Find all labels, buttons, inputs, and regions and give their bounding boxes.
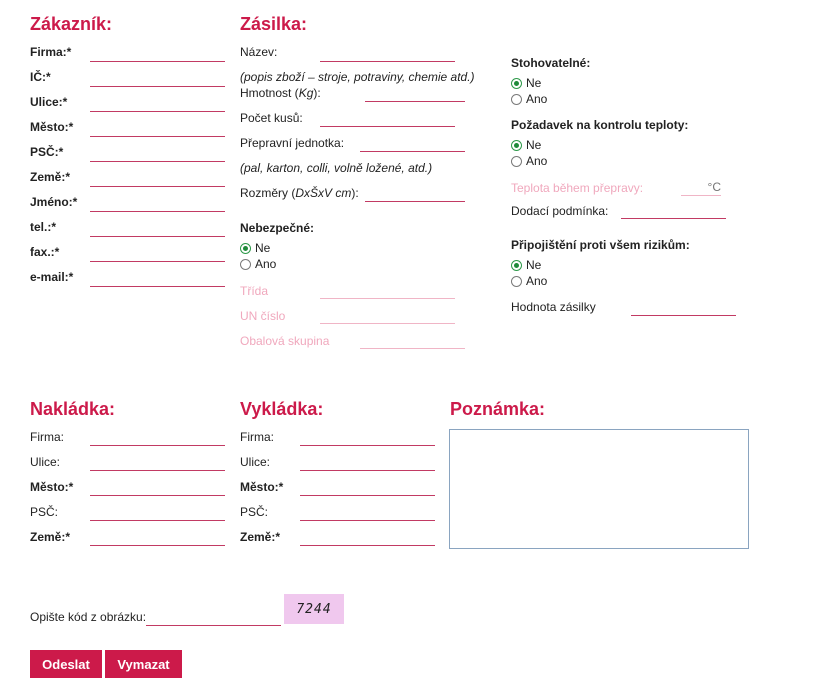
dangerous-un-input[interactable] — [320, 307, 455, 324]
loading-ulice-input[interactable] — [90, 454, 225, 471]
dangerous-yes-radio[interactable] — [240, 257, 276, 271]
shipment-name-input[interactable] — [320, 45, 455, 62]
radio-checked-icon — [511, 78, 522, 89]
insurance-yes-label: Ano — [526, 274, 548, 288]
stackable-title: Stohovatelné: — [511, 56, 591, 70]
temp-control-no-label: Ne — [526, 138, 542, 152]
note-title: Poznámka: — [450, 399, 546, 419]
temp-control-yes-label: Ano — [526, 154, 548, 168]
radio-checked-icon — [511, 260, 522, 271]
temp-control-title: Požadavek na kontrolu teploty: — [511, 118, 689, 132]
insurance-no-radio[interactable] — [511, 258, 541, 272]
unloading-ulice-input[interactable] — [300, 454, 435, 471]
insurance-title: Připojištění proti všem rizikům: — [511, 238, 690, 252]
value-label: Hodnota zásilky — [511, 300, 596, 314]
customer-psc-label: PSČ:* — [30, 145, 64, 159]
loading-mesto-label: Město:* — [30, 480, 74, 494]
shipment-pieces-input[interactable] — [320, 110, 455, 127]
unloading-mesto-label: Město:* — [240, 480, 284, 494]
customer-title: Zákazník: — [30, 14, 113, 34]
temp-input[interactable] — [681, 179, 721, 196]
submit-button[interactable]: Odeslat — [30, 650, 102, 678]
shipment-name-label: Název: — [240, 45, 278, 59]
loading-zeme-input[interactable] — [90, 529, 225, 546]
dims-label-b: ): — [351, 186, 359, 200]
note-textarea[interactable] — [449, 429, 749, 549]
dangerous-no-label: Ne — [255, 241, 271, 255]
shipment-title: Zásilka: — [240, 14, 308, 34]
shipment-unit-input[interactable] — [360, 135, 465, 152]
unloading-psc-label: PSČ: — [240, 505, 269, 519]
radio-unchecked-icon — [511, 156, 522, 167]
radio-checked-icon — [240, 243, 251, 254]
value-input[interactable] — [631, 299, 736, 316]
shipment-unit-hint: (pal, karton, colli, volně ložené, atd.) — [240, 161, 433, 175]
dims-label-a: Rozměry ( — [240, 186, 296, 200]
loading-firma-input[interactable] — [90, 429, 225, 446]
customer-firma-input[interactable] — [90, 45, 225, 62]
customer-email-label: e-mail:* — [30, 270, 74, 284]
shipment-dims-label — [240, 186, 359, 200]
shipment-dims-input[interactable] — [365, 185, 465, 202]
customer-jmeno-input[interactable] — [90, 195, 225, 212]
customer-ulice-label: Ulice:* — [30, 95, 68, 109]
radio-unchecked-icon — [511, 94, 522, 105]
dangerous-class-label: Třída — [240, 284, 269, 298]
temp-control-no-radio[interactable] — [511, 138, 541, 152]
customer-tel-label: tel.:* — [30, 220, 57, 234]
unloading-firma-label: Firma: — [240, 430, 274, 444]
shipment-unit-label: Přepravní jednotka: — [240, 136, 345, 150]
shipment-weight-label — [240, 86, 321, 100]
customer-ic-input[interactable] — [90, 70, 225, 87]
customer-jmeno-label: Jméno:* — [30, 195, 78, 209]
customer-mesto-label: Město:* — [30, 120, 74, 134]
captcha-image: 7244 — [284, 594, 344, 624]
delivery-label: Dodací podmínka: — [511, 204, 609, 218]
clear-button[interactable]: Vymazat — [105, 650, 182, 678]
temp-control-yes-radio[interactable] — [511, 154, 547, 168]
shipment-weight-input[interactable] — [365, 85, 465, 102]
dangerous-un-label: UN číslo — [240, 309, 286, 323]
radio-unchecked-icon — [511, 276, 522, 287]
customer-tel-input[interactable] — [90, 220, 225, 237]
insurance-yes-radio[interactable] — [511, 274, 547, 288]
customer-ulice-input[interactable] — [90, 95, 225, 112]
loading-zeme-label: Země:* — [30, 530, 71, 544]
shipment-name-hint: (popis zboží – stroje, potraviny, chemie atd.) — [240, 70, 475, 84]
dangerous-pack-label: Obalová skupina — [240, 334, 330, 348]
unloading-title: Vykládka: — [240, 399, 324, 419]
customer-fax-label: fax.:* — [30, 245, 60, 259]
unloading-zeme-label: Země:* — [240, 530, 281, 544]
radio-checked-icon — [511, 140, 522, 151]
customer-firma-label: Firma:* — [30, 45, 72, 59]
dangerous-yes-label: Ano — [255, 257, 277, 271]
unloading-psc-input[interactable] — [300, 504, 435, 521]
dims-label-unit: DxŠxV cm — [295, 186, 352, 200]
customer-ic-label: IČ:* — [30, 70, 51, 84]
customer-psc-input[interactable] — [90, 145, 225, 162]
dangerous-class-input[interactable] — [320, 282, 455, 299]
weight-label-unit: Kg — [298, 86, 314, 100]
temp-label: Teplota během přepravy: — [511, 181, 644, 195]
loading-ulice-label: Ulice: — [30, 455, 61, 469]
loading-psc-label: PSČ: — [30, 505, 59, 519]
loading-title: Nakládka: — [30, 399, 116, 419]
delivery-input[interactable] — [621, 202, 726, 219]
radio-unchecked-icon — [240, 259, 251, 270]
shipment-pieces-label: Počet kusů: — [240, 111, 303, 125]
stackable-yes-label: Ano — [526, 92, 548, 106]
customer-mesto-input[interactable] — [90, 120, 225, 137]
captcha-input[interactable] — [146, 609, 281, 626]
loading-mesto-input[interactable] — [90, 479, 225, 496]
loading-psc-input[interactable] — [90, 504, 225, 521]
dangerous-no-radio[interactable] — [240, 241, 270, 255]
customer-zeme-input[interactable] — [90, 170, 225, 187]
unloading-firma-input[interactable] — [300, 429, 435, 446]
customer-zeme-label: Země:* — [30, 170, 71, 184]
insurance-no-label: Ne — [526, 258, 542, 272]
unloading-mesto-input[interactable] — [300, 479, 435, 496]
weight-label-b: ): — [313, 86, 321, 100]
stackable-no-radio[interactable] — [511, 76, 541, 90]
stackable-yes-radio[interactable] — [511, 92, 547, 106]
customer-fax-input[interactable] — [90, 245, 225, 262]
captcha-label: Opište kód z obrázku: — [30, 610, 147, 624]
dangerous-pack-input[interactable] — [360, 332, 465, 349]
weight-label-a: Hmotnost ( — [240, 86, 299, 100]
dangerous-title: Nebezpečné: — [240, 221, 315, 235]
stackable-no-label: Ne — [526, 76, 542, 90]
unloading-zeme-input[interactable] — [300, 529, 435, 546]
customer-email-input[interactable] — [90, 270, 225, 287]
loading-firma-label: Firma: — [30, 430, 64, 444]
unloading-ulice-label: Ulice: — [240, 455, 271, 469]
